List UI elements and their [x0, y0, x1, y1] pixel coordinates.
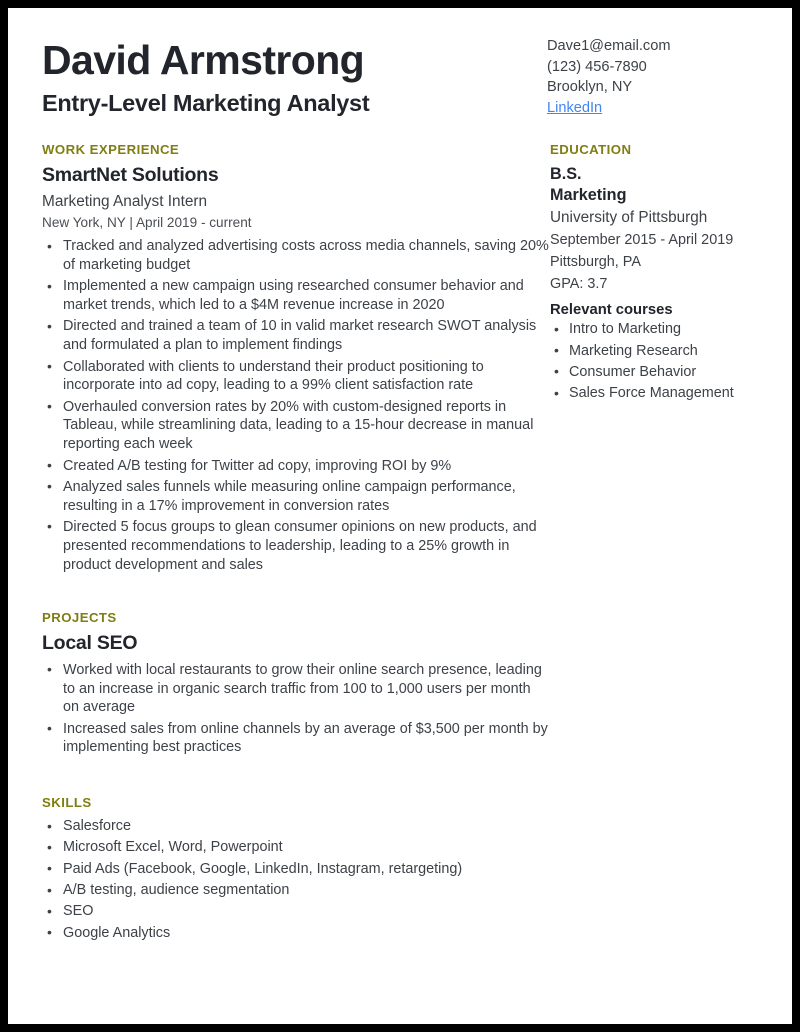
- work-experience-heading: WORK EXPERIENCE: [42, 141, 180, 157]
- list-item: • SEO: [42, 902, 550, 921]
- list-item: • Microsoft Excel, Word, Powerpoint: [42, 838, 550, 857]
- project-title: Local SEO: [42, 632, 138, 655]
- list-item: • Increased sales from online channels by an average of $3,500 per month by implementing best practices: [42, 720, 550, 758]
- education-heading: EDUCATION: [550, 141, 632, 157]
- list-item: • Google Analytics: [42, 924, 550, 943]
- resume-body: [42, 142, 762, 945]
- section-education: [550, 142, 765, 403]
- list-item: • Worked with local restaurants to grow their online search presence, leading to an increase in organic search traffic from 100 to 1,000 users per month on average: [42, 661, 550, 717]
- contact-email[interactable]: Dave1@email.com: [547, 38, 671, 54]
- work-company-name: SmartNet Solutions: [42, 163, 219, 186]
- list-item: • Directed and trained a team of 10 in valid market research SWOT analysis and formulated a plan to implement findings: [42, 317, 550, 355]
- list-item: • Analyzed sales funnels while measuring online campaign performance, resulting in a 17% improvement in conversion rates: [42, 478, 550, 516]
- education-gpa: GPA: 3.7: [550, 275, 608, 292]
- relevant-courses-list: [550, 320, 765, 402]
- skills-bullet-list: [42, 817, 550, 942]
- list-item: • Implemented a new campaign using researched consumer behavior and market trends, which led to a $4M revenue increase in 2020: [42, 277, 550, 315]
- section-skills: [42, 795, 550, 942]
- education-school: University of Pittsburgh: [550, 209, 708, 226]
- skills-heading: SKILLS: [42, 795, 92, 811]
- education-major: Marketing: [550, 185, 627, 204]
- work-experience-bullet-list: [42, 237, 550, 574]
- resume-header: [42, 30, 762, 119]
- work-role-title: Marketing Analyst Intern: [42, 193, 208, 211]
- list-item: • Overhauled conversion rates by 20% with custom-designed reports in Tableau, while streamlining data, leading to a 15-hour decrease in manual reporting each week: [42, 398, 550, 454]
- list-item: • Paid Ads (Facebook, Google, LinkedIn, Instagram, retargeting): [42, 860, 550, 879]
- section-projects: [42, 610, 550, 757]
- education-dates: September 2015 - April 2019: [550, 232, 734, 249]
- list-item: • Consumer Behavior: [550, 363, 765, 382]
- contact-linkedin-link[interactable]: LinkedIn: [547, 100, 603, 117]
- projects-bullet-list: [42, 661, 550, 757]
- list-item: • Marketing Research: [550, 342, 765, 361]
- header-identity-block: [42, 30, 547, 117]
- side-column: [550, 142, 765, 945]
- list-item: • A/B testing, audience segmentation: [42, 881, 550, 900]
- contact-phone[interactable]: (123) 456-7890: [547, 58, 647, 75]
- work-location-dates: New York, NY | April 2019 - current: [42, 214, 252, 230]
- contact-info-block: [547, 30, 762, 119]
- list-item: • Salesforce: [42, 817, 550, 836]
- relevant-courses-label: Relevant courses: [550, 302, 673, 319]
- contact-location: Brooklyn, NY: [547, 79, 633, 96]
- candidate-name: David Armstrong: [42, 37, 365, 83]
- list-item: • Created A/B testing for Twitter ad copy, improving ROI by 9%: [42, 457, 550, 476]
- list-item: • Collaborated with clients to understand their product positioning to incorporate into ad copy, leading to a 99% client satisfaction rate: [42, 358, 550, 396]
- list-item: • Intro to Marketing: [550, 320, 765, 339]
- education-degree: B.S.: [550, 164, 582, 183]
- list-item: • Sales Force Management: [550, 384, 765, 403]
- candidate-job-title: Entry-Level Marketing Analyst: [42, 90, 370, 117]
- education-location: Pittsburgh, PA: [550, 253, 641, 270]
- list-item: • Tracked and analyzed advertising costs across media channels, saving 20% of marketing budget: [42, 237, 550, 275]
- list-item: • Directed 5 focus groups to glean consumer opinions on new products, and presented recommendations to leadership, leading to a 25% growth in product development and sales: [42, 518, 550, 574]
- main-column: [42, 142, 550, 945]
- section-work-experience: [42, 142, 550, 574]
- projects-heading: PROJECTS: [42, 610, 117, 626]
